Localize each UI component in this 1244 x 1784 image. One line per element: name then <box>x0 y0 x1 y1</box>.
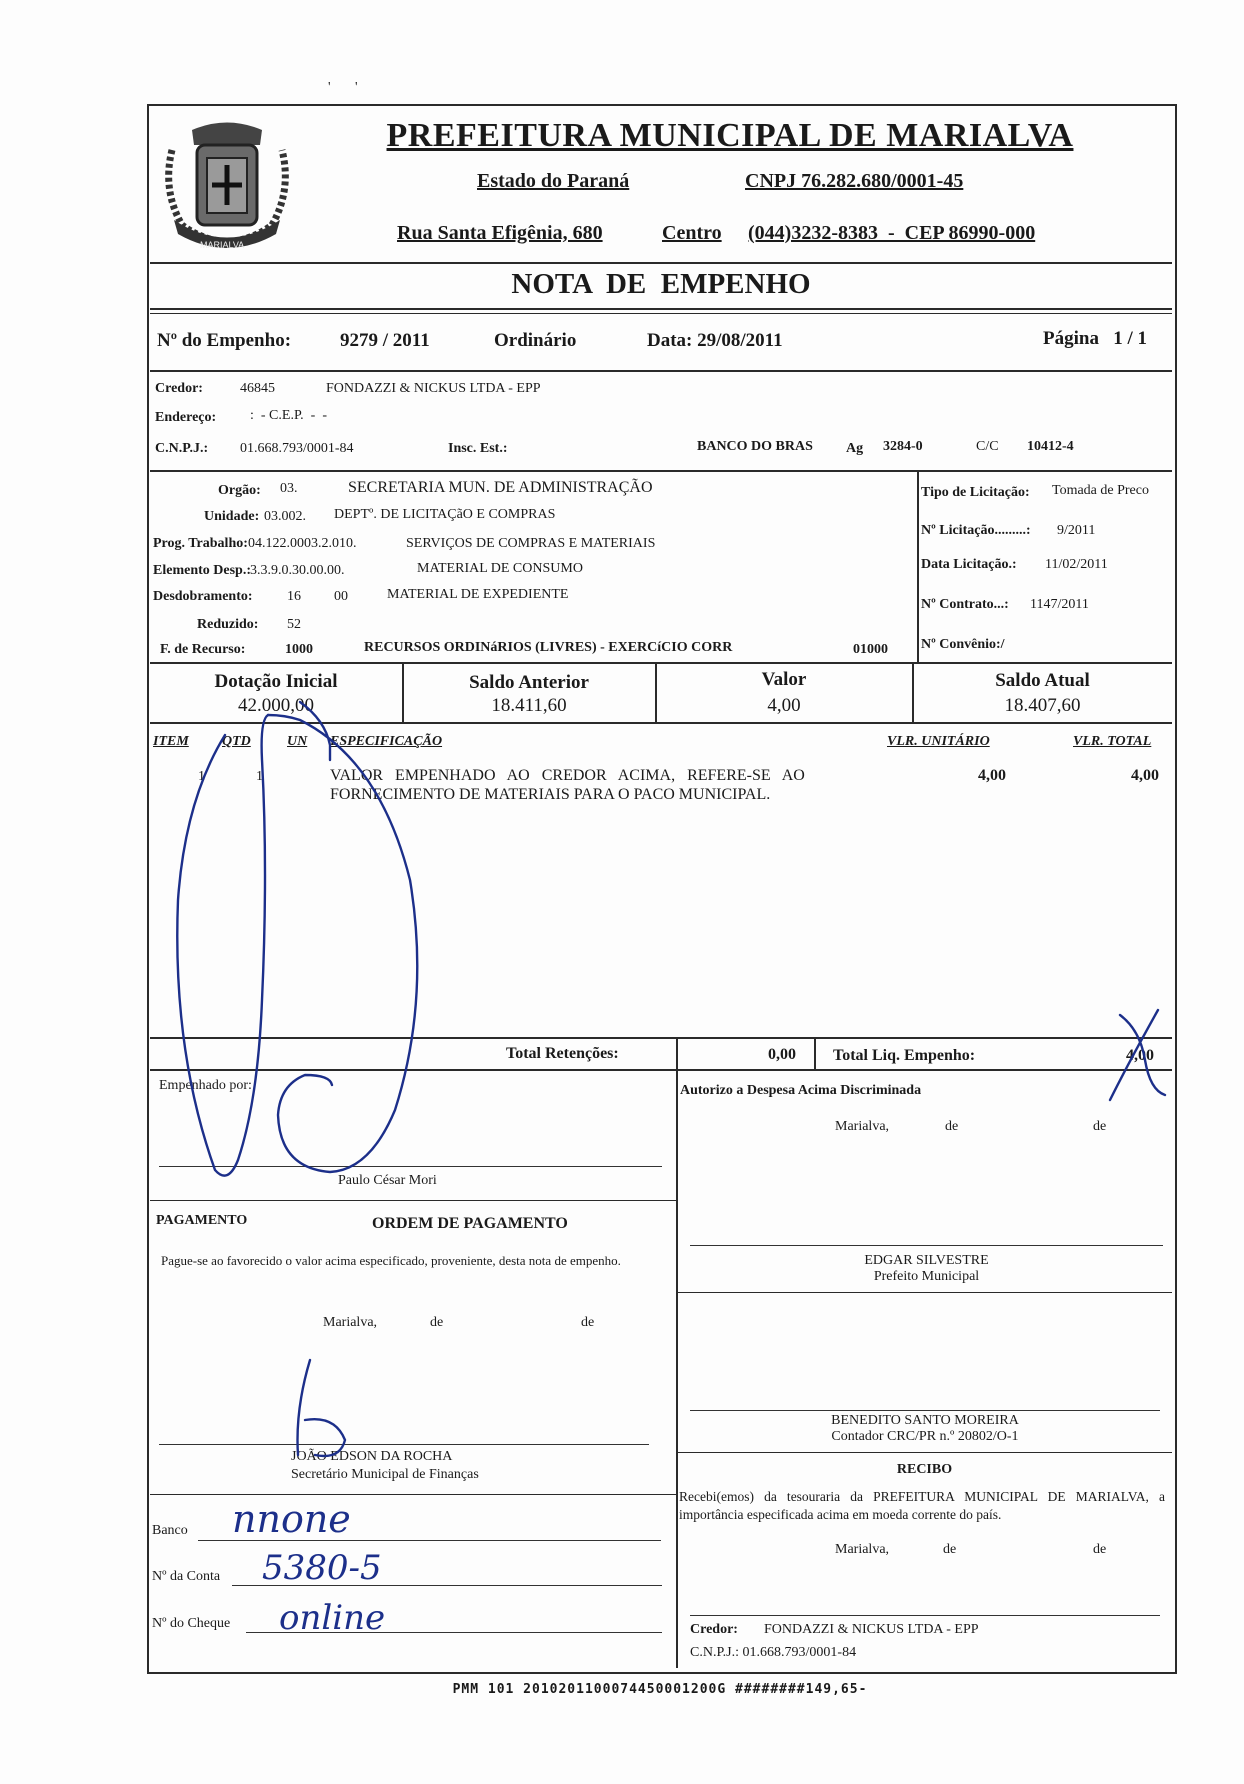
recurso-desc: RECURSOS ORDINáRIOS (LIVRES) - EXERCíCIO CORR <box>364 640 733 655</box>
orgao-code: 03. <box>280 481 298 496</box>
convenio-label: Nº Convênio:/ <box>921 637 1005 652</box>
empenho-type: Ordinário <box>494 330 577 351</box>
dotacao-label: Dotação Inicial <box>214 671 338 692</box>
recibo-title: RECIBO <box>896 1462 953 1477</box>
credor-code: 46845 <box>240 381 275 396</box>
autorizo-de-2: de <box>1093 1119 1107 1134</box>
pagamento-text: Pague-se ao favorecido o valor acima especificado, proveniente, desta nota de empenho. <box>161 1253 621 1268</box>
col-un: UN <box>287 734 308 749</box>
col-vlr-unitario: VLR. UNITÁRIO <box>887 734 990 749</box>
recibo-cnpj: C.N.P.J.: 01.668.793/0001-84 <box>690 1645 857 1660</box>
secretario-name: JOÃO EDSON DA ROCHA <box>291 1449 453 1464</box>
desdobramento-a: 16 <box>287 589 301 604</box>
empenho-date: Data: 29/08/2011 <box>647 330 783 351</box>
item-qty: 1 <box>256 769 263 784</box>
banco-label: Banco <box>152 1523 188 1538</box>
saldo-anterior-value: 18.411,60 <box>491 695 567 716</box>
contador-title: Contador CRC/PR n.º 20802/O-1 <box>831 1429 1019 1444</box>
saldo-anterior-label: Saldo Anterior <box>469 672 589 693</box>
conta-label: Nº da Conta <box>152 1569 221 1584</box>
autorizo-city: Marialva, <box>835 1119 890 1134</box>
paulo-name: Paulo César Mori <box>338 1173 437 1188</box>
header-state: Estado do Paraná <box>477 170 630 192</box>
prog-label: Prog. Trabalho: <box>153 536 248 551</box>
unidade-label: Unidade: <box>204 509 260 524</box>
pagamento-label: PAGAMENTO <box>156 1213 248 1228</box>
credor-name: FONDAZZI & NICKUS LTDA - EPP <box>326 381 541 396</box>
recurso-label: F. de Recurso: <box>160 642 246 657</box>
header-street: Rua Santa Efigênia, 680 <box>397 222 603 244</box>
agency-label: Ag <box>846 441 864 456</box>
cheque-handwritten: online <box>279 1598 386 1638</box>
item-desc-line1: VALOR EMPENHADO AO CREDOR ACIMA, REFERE-SE AO <box>330 767 805 784</box>
cnpj-label: C.N.P.J.: <box>155 441 209 456</box>
prefeito-title: Prefeito Municipal <box>873 1269 980 1284</box>
footer-code: PMM 101 2010201100074450001200G ########149,65- <box>452 1682 868 1697</box>
recurso-code-2: 01000 <box>853 642 888 657</box>
unidade-code: 03.002. <box>264 509 306 524</box>
recibo-de-2: de <box>1093 1542 1107 1557</box>
total-retencoes-label: Total Retenções: <box>506 1045 619 1062</box>
prefeito-name: EDGAR SILVESTRE <box>864 1253 989 1268</box>
elemento-desc: MATERIAL DE CONSUMO <box>417 561 583 576</box>
bank-name: BANCO DO BRAS <box>697 439 813 454</box>
contador-name: BENEDITO SANTO MOREIRA <box>831 1413 1019 1428</box>
item-number: 1 <box>198 769 205 784</box>
elemento-code: 3.3.9.0.30.00.00. <box>250 563 345 578</box>
document-title: NOTA DE EMPENHO <box>511 268 811 300</box>
municipal-crest <box>152 110 302 260</box>
autorizo-label: Autorizo a Despesa Acima Discriminada <box>680 1083 922 1098</box>
col-especificacao: ESPECIFICAÇÃO <box>330 734 443 749</box>
prog-desc: SERVIÇOS DE COMPRAS E MATERIAIS <box>406 536 656 551</box>
col-qtd: QTD <box>222 734 251 749</box>
orgao-desc: SECRETARIA MUN. DE ADMINISTRAÇÃO <box>348 479 653 496</box>
scan-mark: ' ' <box>328 80 358 95</box>
contrato-label: Nº Contrato...: <box>921 597 1009 612</box>
credor-cnpj: 01.668.793/0001-84 <box>240 441 354 456</box>
credor-label: Credor: <box>155 381 203 396</box>
crest-banner-text: MARIALVA <box>200 240 245 250</box>
reduzido-value: 52 <box>287 617 301 632</box>
saldo-atual-label: Saldo Atual <box>995 670 1090 691</box>
total-liq-label: Total Liq. Empenho: <box>833 1047 976 1064</box>
valor-value: 4,00 <box>767 695 801 716</box>
secretario-title: Secretário Municipal de Finanças <box>291 1467 479 1482</box>
tipo-licitacao-label: Tipo de Licitação: <box>921 485 1030 500</box>
unidade-desc: DEPTº. DE LICITAÇãO E COMPRAS <box>334 507 556 522</box>
data-licitacao-label: Data Licitação.: <box>921 557 1017 572</box>
empenho-number-label: Nº do Empenho: <box>157 330 292 351</box>
item-total-value: 4,00 <box>1131 767 1159 784</box>
desdobramento-label: Desdobramento: <box>153 589 253 604</box>
prog-code: 04.122.0003.2.010. <box>248 536 357 551</box>
agency-value: 3284-0 <box>883 439 923 454</box>
col-vlr-total: VLR. TOTAL <box>1073 734 1152 749</box>
header-title: PREFEITURA MUNICIPAL DE MARIALVA <box>386 117 1074 154</box>
conta-handwritten: 5380-5 <box>262 1548 382 1588</box>
pagamento-city: Marialva, <box>323 1315 378 1330</box>
orgao-label: Orgão: <box>218 483 261 498</box>
saldo-atual-value: 18.407,60 <box>1004 695 1081 716</box>
recurso-code: 1000 <box>285 642 313 657</box>
address-value: : - C.E.P. - - <box>250 408 327 423</box>
desdobramento-desc: MATERIAL DE EXPEDIENTE <box>387 587 569 602</box>
address-label: Endereço: <box>155 410 217 425</box>
contrato-value: 1147/2011 <box>1030 597 1089 612</box>
recibo-de-1: de <box>943 1542 957 1557</box>
item-desc-line2: FORNECIMENTO DE MATERIAIS PARA O PACO MUNICIPAL. <box>330 786 771 803</box>
total-liq-value: 4,00 <box>1126 1047 1154 1064</box>
header-phone-cep: (044)3232-8383 - CEP 86990-000 <box>748 222 1036 244</box>
autorizo-de-1: de <box>945 1119 959 1134</box>
header-district: Centro <box>662 222 722 244</box>
empenho-number: 9279 / 2011 <box>340 330 430 351</box>
page-number: Página 1 / 1 <box>1043 328 1147 349</box>
recibo-credor-label: Credor: <box>690 1622 738 1637</box>
pagamento-de-1: de <box>430 1315 444 1330</box>
elemento-label: Elemento Desp.: <box>153 563 251 578</box>
header-cnpj: CNPJ 76.282.680/0001-45 <box>745 170 964 192</box>
account-value: 10412-4 <box>1027 439 1074 454</box>
tipo-licitacao-value: Tomada de Preco <box>1052 483 1149 498</box>
recibo-credor-name: FONDAZZI & NICKUS LTDA - EPP <box>764 1622 979 1637</box>
insc-label: Insc. Est.: <box>448 441 508 456</box>
dotacao-value: 42.000,00 <box>238 695 314 716</box>
item-unit-value: 4,00 <box>978 767 1006 784</box>
banco-handwritten: nnone <box>232 1497 351 1541</box>
ordem-pagamento-label: ORDEM DE PAGAMENTO <box>372 1215 568 1232</box>
licitacao-number-label: Nº Licitação.........: <box>921 523 1031 538</box>
recibo-city: Marialva, <box>835 1542 890 1557</box>
valor-label: Valor <box>761 669 807 690</box>
data-licitacao-value: 11/02/2011 <box>1045 557 1108 572</box>
pagamento-de-2: de <box>581 1315 595 1330</box>
col-item: ITEM <box>153 734 189 749</box>
total-retencoes-value: 0,00 <box>768 1046 796 1063</box>
licitacao-number: 9/2011 <box>1057 523 1096 538</box>
recibo-text: Recebi(emos) da tesouraria da PREFEITURA MUNICIPAL DE MARIALVA, a importância especificada acima em moeda corrente do país. <box>679 1489 1165 1522</box>
account-label: C/C <box>976 439 999 454</box>
desdobramento-b: 00 <box>334 589 348 604</box>
reduzido-label: Reduzido: <box>197 617 259 632</box>
cheque-label: Nº do Cheque <box>152 1616 231 1631</box>
empenhado-por-label: Empenhado por: <box>159 1078 252 1093</box>
